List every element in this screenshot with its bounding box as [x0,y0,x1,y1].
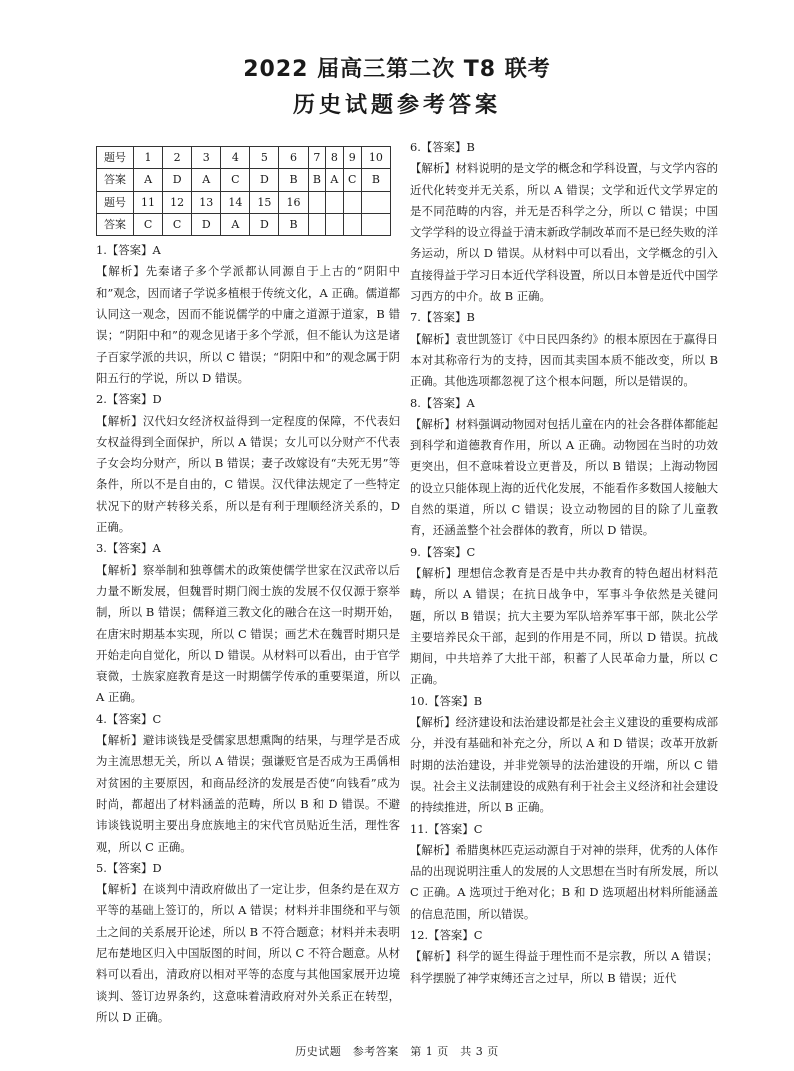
question-item [410,542,718,691]
answer-table-header-cell: 题号 [97,191,134,213]
question-item [410,307,718,392]
answer-table-cell: 4 [221,147,250,169]
analysis-text: 【解析】避讳谈钱是受儒家思想熏陶的结果，与理学是否成为主流思想无关，所以 A 错误；强谦贬官是否成为王禹偁相对贫困的主要原因，和商品经济的发展是否使“向钱看”成为时尚，都超出了材料涵盖的范畴，所以 B 和 D 错误。不避讳谈钱说明主要出身庶族地主的宋代官员贴近生活，理性客观，所以 C 正确。 [96,733,400,854]
answer-table-cell: C [163,213,192,235]
answer-label: 【答案】B [420,310,475,325]
answer-label: 【答案】C [428,821,483,836]
answer-table-header-cell: 题号 [97,147,134,169]
answer-label: 【答案】A [420,395,475,410]
answer-label: 【答案】C [420,544,476,559]
answer-table-header-cell: 答案 [97,169,134,191]
answer-table-cell: 2 [163,147,192,169]
answer-line [410,393,718,414]
answer-table-cell: D [192,213,221,235]
answer-table-row [97,213,391,235]
question-item [96,709,400,858]
answer-table-cell: B [279,169,308,191]
answer-table-cell: C [134,213,163,235]
answer-table-cell: 9 [343,147,361,169]
answer-label: 【答案】C [428,927,483,942]
answer-table-cell: D [163,169,192,191]
question-number: 11. [410,821,429,836]
analysis-text: 【解析】希腊奥林匹克运动源自于对神的崇拜，优秀的人体作品的出现说明注重人的发展的人文思想在当时有所发展，所以 C 正确。A 选项过于绝对化；B 和 D 选项超出材料所能涵盖的信息范围，所以错误。 [410,842,718,921]
question-number: 2. [96,392,107,407]
question-number: 9. [410,544,421,559]
answer-table-cell: 6 [279,147,308,169]
answer-table-cell [361,191,390,213]
analysis-text: 【解析】材料说明的是文学的概念和学科设置，与文学内容的近代化转变并无关系，所以 A 错误；文学和近代文学界定的是不同范畴的内容，并无是否科学之分，所以 C 错误；中国文学学科的设立得益于清末新政学制改革而不是已经失败的洋务运动，所以 D 错误。从材料中可以看出，文学概念的引入直接得益于学习日本近代学科设置，所以日本曾是近代中国学习西方的中介。故 B 正确。 [410,161,718,304]
answer-table-cell: 5 [250,147,279,169]
question-item [410,691,718,819]
question-number: 10. [410,693,429,708]
question-item [96,858,400,1028]
answer-label: 【答案】A [106,243,161,258]
question-item [410,137,718,307]
answer-line [410,137,718,158]
answer-line [410,542,718,563]
answer-label: 【答案】B [420,140,475,154]
question-item [410,819,718,925]
answer-table-cell [326,213,343,235]
answer-table-cell [308,213,326,235]
exam-subtitle: 历史试题参考答案 [292,93,501,118]
question-number: 4. [96,711,107,726]
analysis-text: 【解析】经济建设和法治建设都是社会主义建设的重要构成部分，并没有基础和补充之分，所以 A 和 D 错误；改革开放新时期的法治建设，并非党领导的法治建设的开端，所以 C 错误。社会主义法制建设的成熟有利于社会主义经济和社会建设的持续推进，所以 B 正确。 [410,715,718,815]
question-item [410,925,718,989]
question-number: 12. [410,927,429,942]
exam-title: 2022 届高三第二次 T8 联考 [243,57,551,82]
answer-label: 【答案】D [106,860,162,875]
answer-table-cell: 13 [192,191,221,213]
answer-table-cell: 8 [326,147,343,169]
question-item [96,538,400,708]
analysis-text: 【解析】科学的诞生得益于理性而不是宗教，所以 A 错误；科学摆脱了神学束缚还言之过早，所以 B 错误；近代 [410,949,718,985]
answer-table-cell: B [361,169,390,191]
answer-table-header-cell: 答案 [97,213,134,235]
answer-table-cell: B [279,213,308,235]
analysis-text: 【解析】汉代妇女经济权益得到一定程度的保障，不代表妇女权益得到全面保护，所以 A 错误；女儿可以分财产不代表子女会均分财产，所以 B 错误；妻子改嫁设有“夫死无男”等条件，所以不是自由的，C 错误。汉代律法规定了一些特定状况下的财产转移关系，所以是有利于理顺经济关系的，D 正确。 [96,413,400,535]
analysis-text: 【解析】在谈判中清政府做出了一定让步，但条约是在双方平等的基础上签订的，所以 A 错误；材料并非围绕和平与领土之间的关系展开论述，所以 B 不符合题意；材料并未表明尼布楚地区归入中国版图的时间，所以 C 不符合题意。从材料可以看出，清政府以相对平等的态度与其他国家展开边境谈判、签订边界条约，这意味着清政府对外关系正在转型，所以 D 正确。 [96,882,400,1024]
answer-table-cell: D [250,213,279,235]
question-number: 8. [410,395,421,410]
answer-table-cell: A [221,213,250,235]
answer-table-cell: 16 [279,191,308,213]
answer-table-cell [361,213,390,235]
answer-label: 【答案】C [106,711,162,726]
answer-table-cell: A [326,169,343,191]
answer-table-cell: 15 [250,191,279,213]
answer-table [96,146,391,236]
answer-line [96,389,400,410]
answer-table-cell [308,191,326,213]
answer-table-cell: 3 [192,147,221,169]
question-item [96,389,400,538]
question-number: 5. [96,860,107,875]
answer-table-row [97,169,391,191]
analysis-text: 【解析】理想信念教育是否是中共办教育的特色超出材料范畴，所以 A 错误；在抗日战争中，军事斗争依然是关键问题，所以 B 错误；抗大主要为军队培养军事干部，陕北公学主要培养民众干部，起到的作用是不同，所以 D 错误。抗战期间，中共培养了大批干部，积蓄了人民革命力量，所以 C 正确。 [410,565,718,687]
answer-table-cell: 10 [361,147,390,169]
answer-table-row [97,147,391,169]
answer-label: 【答案】A [106,541,161,556]
left-column [96,140,400,1028]
answer-label: 【答案】D [106,392,162,407]
question-item [410,393,718,542]
answer-label: 【答案】B [428,693,483,708]
question-number: 7. [410,310,421,325]
answer-table-cell: B [308,169,326,191]
answer-table-cell: 7 [308,147,326,169]
answer-table-cell: A [192,169,221,191]
answer-table-cell: 12 [163,191,192,213]
answer-table-cell: D [250,169,279,191]
answer-line [96,538,400,559]
question-number: 3. [96,541,107,556]
right-column [410,137,718,989]
page-footer: 历史试题 参考答案 第 1 页 共 3 页 [295,1045,499,1058]
analysis-text: 【解析】袁世凯签订《中日民四条约》的根本原因在于赢得日本对其称帝行为的支持，因而其卖国本质不能改变，所以 B 正确。其他选项都忽视了这个根本问题，所以是错误的。 [410,331,718,389]
question-item [96,240,400,389]
answer-line [96,240,400,261]
answer-table-cell: C [221,169,250,191]
answer-table-cell [343,213,361,235]
analysis-text: 【解析】察举制和独尊儒术的政策使儒学世家在汉武帝以后力量不断发展，但魏晋时期门阀士族的发展不仅仅源于察举制，所以 B 错误；儒释道三教文化的融合在这一时期开始，在唐宋时期基本实现，所以 C 错误；画艺术在魏晋时期只是开始走向自觉化，所以 D 错误。从材料可以看出，由于官学衰微，士族家庭教育是这一时期儒学传承的重要渠道，所以 A 正确。 [96,562,400,705]
question-number: 6. [410,140,421,154]
analysis-text: 【解析】先秦诸子多个学派都认同源自于上古的“阴阳中和”观念，因而诸子学说多植根于传统文化，A 正确。儒道都认同这一观念，因而不能说儒学的中庸之道源于道家，B 错误；“阴阳中和”的观念见诸于多个学派，但不能认为这是诸子百家学派的共识，所以 C 错误；“阴阳中和”的观念属于阴阳五行的学说，所以 D 错误。 [96,264,400,385]
answer-line [410,307,718,328]
question-number: 1. [96,243,107,258]
answer-line [410,819,718,840]
answer-table-cell: 14 [221,191,250,213]
answer-line [96,858,400,879]
answer-table-cell: C [343,169,361,191]
answer-table-cell: 11 [134,191,163,213]
answer-table-cell [343,191,361,213]
answer-table-cell: A [134,169,163,191]
analysis-text: 【解析】材料强调动物园对包括儿童在内的社会各群体都能起到科学和道德教育作用，所以 A 正确。动物园在当时的功效更突出，但不意味着设立更普及，所以 B 错误；上海动物园的设立只能体现上海的近代化发展，不能看作多数国人接触大自然的渠道，所以 C 错误；设立动物园的目的除了儿童教育，还涵盖整个社会群体的教育，所以 D 错误。 [410,416,718,538]
answer-table-cell [326,191,343,213]
answer-table-row [97,191,391,213]
answer-line [410,691,718,712]
answer-table-cell: 1 [134,147,163,169]
answer-line [410,925,718,946]
answer-line [96,709,400,730]
